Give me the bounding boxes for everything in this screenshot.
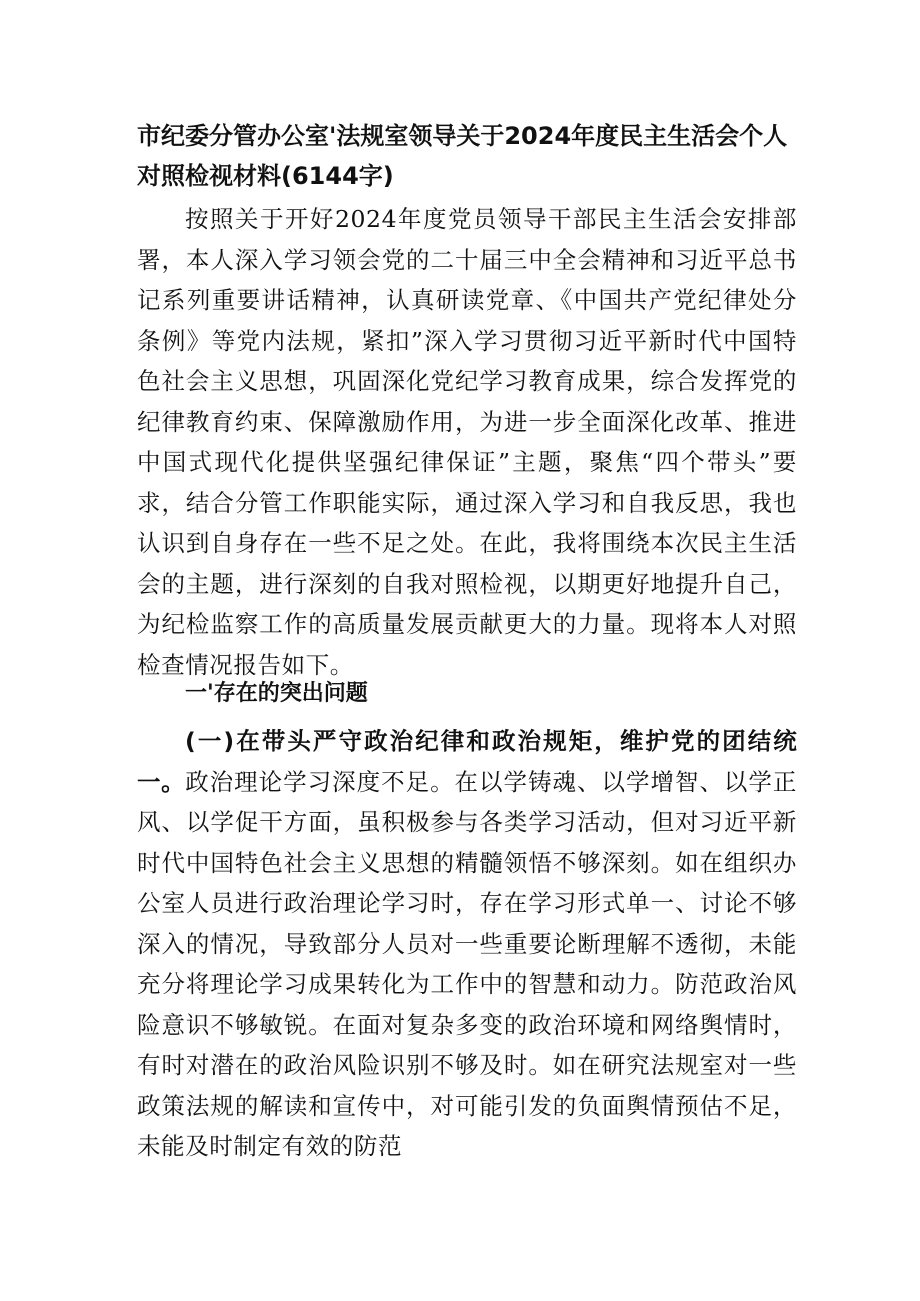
subsection-body: 政治理论学习深度不足。在以学铸魂、以学增智、以学正风、以学促干方面，虽积极参与各类学习活动，但对习近平新时代中国特色社会主义思想的精髓领悟不够深刻。如在组织办公室人员进行政治理论学习时，存在学习形式单一、讨论不够深入的情况，导致部分人员对一些重要论断理解不透彻，未能充分将理论学习成果转化为工作中的智慧和动力。防范政治风险意识不够敏锐。在面对复杂多变的政治环境和网络舆情时，有时对潜在的政治风险识别不够及时。如在研究法规室对一些政策法规的解读和宣传中，对可能引发的负面舆情预估不足，未能及时制定有效的防范 [137, 767, 798, 1160]
subsection-heading: (一)在带头严守政治纪律和政治规矩，维护党的团结统一。 [137, 727, 797, 796]
section-heading: 一'存在的突出问题 [185, 681, 368, 706]
intro-paragraph: 按照关于开好2024年度党员领导干部民主生活会安排部署，本人深入学习领会党的二十届三中全会精神和习近平总书记系列重要讲话精神，认真研读党章、《中国共产党纪律处分条例》等党内法规，紧扣”深入学习贯彻习近平新时代中国特色社会主义思想，巩固深化党纪学习教育成果，综合发挥党的纪律教育约束、保障激励作用，为进一步全面深化改革、推进中国式现代化提供坚强纪律保证”主题，聚焦“四个带头”要求，结合分管工作职能实际，通过深入学习和自我反思，我也认识到自身存在一些不足之处。在此，我将围绕本次民主生活会的主题，进行深刻的自我对照检视，以期更好地提升自己，为纪检监察工作的高质量发展贡献更大的力量。现将本人对照检查情况报告如下。 [137, 205, 797, 679]
document-title: 市纪委分管办公室'法规室领导关于2024年度民主生活会个人对照检视材料(6144字) [137, 122, 788, 190]
subsection-paragraph [137, 721, 797, 1167]
